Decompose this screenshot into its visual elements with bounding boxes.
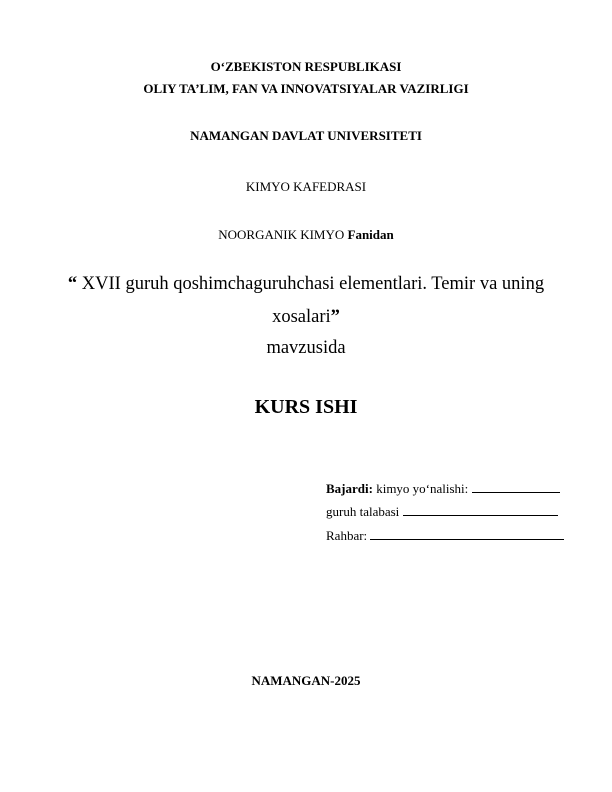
university-heading: NAMANGAN DAVLAT UNIVERSITETI xyxy=(190,128,422,143)
republic-heading: O‘ZBEKISTON RESPUBLIKASI xyxy=(210,59,402,74)
done-by-label: Bajardi: xyxy=(326,481,373,496)
supervisor-text: Rahbar: xyxy=(326,528,368,543)
student-row xyxy=(326,503,558,520)
topic-subtitle: mavzusida xyxy=(266,338,346,358)
student-blank[interactable] xyxy=(403,503,558,516)
topic-line-2 xyxy=(0,307,612,328)
department-heading xyxy=(0,179,612,195)
topic-line-1 xyxy=(0,274,612,295)
student-text: guruh talabasi xyxy=(326,504,400,519)
topic-close-quote: ” xyxy=(330,307,340,327)
topic-title-line2: xosalari xyxy=(272,307,331,327)
done-by-blank[interactable] xyxy=(472,480,560,493)
supervisor-blank[interactable] xyxy=(370,527,564,540)
done-by-text: kimyo yo‘nalishi: xyxy=(372,481,469,496)
done-by-row xyxy=(326,480,560,497)
subject-suffix: Fanidan xyxy=(347,227,394,242)
department-name: KIMYO KAFEDRASI xyxy=(245,179,367,194)
city-year-footer: NAMANGAN-2025 xyxy=(251,673,361,688)
supervisor-row xyxy=(326,527,564,544)
subject-name: NOORGANIK KIMYO xyxy=(218,227,345,242)
ministry-heading: OLIY TA’LIM, FAN VA INNOVATSIYALAR VAZIRLIGI xyxy=(143,81,469,96)
subject-line xyxy=(0,227,612,243)
topic-title-line1: XVII guruh qoshimchaguruhchasi elementlari. Temir va uning xyxy=(77,274,545,294)
topic-open-quote: “ xyxy=(67,274,78,294)
work-type-title: KURS ISHI xyxy=(254,396,358,418)
